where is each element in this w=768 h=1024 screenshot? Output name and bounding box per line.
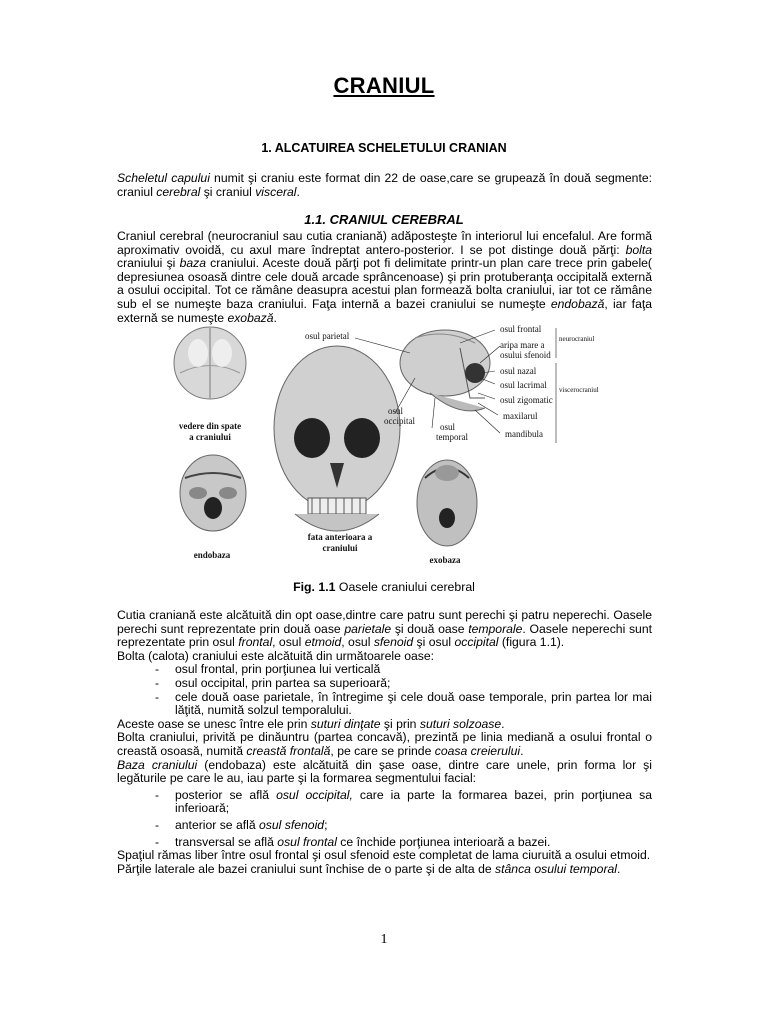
intro-term-visceral: visceral [255,184,297,199]
intro-text-3: . [296,184,300,199]
p2-term-temporale: temporale [468,621,523,636]
bc-text-3: . [520,743,524,758]
p1-term-exobaza: exobază [227,310,274,325]
caption-label: Fig. 1.1 [293,580,336,594]
skull-endobase-view [180,455,246,531]
intro-term-scheletul: Scheletul capului [117,171,210,185]
bolta-list [117,663,652,717]
baza-item-1-a: posterior se află [175,787,277,802]
skull-illustration [160,318,608,576]
paragraph-suturi [117,718,652,732]
label-osul-frontal: osul frontal [500,324,542,334]
skull-anterior-view [274,346,400,531]
p2-term-etmoid: etmoid [304,635,342,650]
p1-text-2: craniului şi [117,256,180,271]
baza-item-2-a: anterior se află [175,817,260,832]
list-item: - osul frontal, prin porţiunea lui verticală [117,663,652,677]
p2-term-parietale: parietale [344,621,392,636]
baza-item-3-a: transversal se află [175,834,278,849]
p1-term-bolta: bolta [625,242,652,257]
label-aripa-mare-1: aripa mare a [500,340,545,350]
paragraph-cutia [117,609,652,650]
partile-text-2: . [617,861,621,876]
label-osul-occipital-1: osul [388,406,404,416]
bc-text-1: Bolta craniului, privită pe dinăuntru (partea concavă), prezintă pe linia mediană a osului frontal o creastă osoasă, numită [117,730,652,758]
baza-list [117,789,652,849]
list-item: - cele două oase parietale, în întregime şi cele două oase temporale, prin partea lor mai lăţită, numită solzul temporalului. [117,691,652,718]
bolta-intro: Bolta (calota) craniului este alcătuită din următoarele oase: [117,648,435,663]
label-fata-2: craniului [322,543,358,553]
label-osul-zigomatic: osul zigomatic [500,395,553,405]
intro-term-cerebral: cerebral [156,184,201,199]
paragraph-partile [117,863,652,877]
paragraph-spatiul: Spaţiul rămas liber între osul frontal şi osul sfenoid este completat de lama ciuruită a osului etmoid. [117,848,651,863]
baza-item-1-c: care ia parte la formarea bazei, prin porţiunea sa inferioară; [175,787,652,816]
label-osul-occipital-2: occipital [384,416,415,426]
partile-term: stânca osului temporal [495,861,617,876]
paragraph-baza [117,759,652,786]
suturi-term-dintate: suturi dinţate [310,716,381,731]
label-osul-nazal: osul nazal [500,366,537,376]
list-item [117,789,652,816]
p1-text-3: craniului. Aceste două părţi pot fi delimitate printr-un plan care trece prin gabele( depresiunea osoasă dintre cele două arcade sprâncenoase) şi prin protuberanţa occipitală externă a osului occipital. Tot ce rămâne deasupra acestui plan formează bolta craniului, iar tot ce rămâne sub el se numeşte baza craniului. Faţa internă a bazei craniului se numeşte [117,256,652,311]
p1-term-baza: baza [179,256,206,271]
label-osul-temporal-2: temporal [436,432,468,442]
section-heading: 1. ALCATUIREA SCHELETULUI CRANIAN [261,141,507,155]
label-osul-lacrimal: osul lacrimal [500,380,547,390]
paragraph-craniul-cerebral [117,230,652,325]
label-mandibula: mandibula [505,429,543,439]
baza-item-1-b: osul occipital, [276,787,353,802]
p2-text-1: Cutia craniană este alcătuită din opt oase,dintre care patru sunt perechi şi patru neperechi. Oasele perechi sunt reprezentate prin două oase [117,608,652,636]
label-exobaza: exobaza [429,555,461,565]
suturi-text-3: . [501,716,505,731]
baza-item-2-c: ; [324,817,328,832]
p2-text-6: şi osul [413,635,455,650]
label-osul-temporal-1: osul [440,422,456,432]
p2-text-4: , osul [272,635,305,650]
label-maxilarul: maxilarul [503,411,538,421]
label-viscerocraniul: viscerocraniul [559,386,599,394]
baza-item-3-b: osul frontal [277,834,337,849]
page-title: CRANIUL [333,73,435,98]
baza-term: Baza craniului [117,757,198,772]
subsection-heading: 1.1. CRANIUL CEREBRAL [304,212,464,227]
skull-lateral-view [400,330,490,411]
label-endobaza: endobaza [193,550,231,560]
p1-text-5: . [273,310,277,325]
suturi-text-2: şi prin [380,716,420,731]
paragraph-bolta-concava [117,731,652,758]
p2-text-3: . Oasele neperechi sunt reprezentate prin osul [117,621,653,650]
label-vedere-2: a craniului [189,432,231,442]
p1-term-endobaza: endobază [550,296,605,311]
p2-term-occipital: occipital [454,635,499,650]
bc-text-2: , pe care se prinde [330,743,435,758]
p2-text-7: (figura 1.1). [498,635,565,650]
page-number: 1 [380,932,388,947]
baza-item-2-b: osul sfenoid [259,817,325,832]
bc-term-coasa: coasa creierului [434,743,521,758]
figure-caption [0,580,768,594]
baza-text: (endobaza) este alcătuită din şase oase, dintre care unele, prin forma lor şi legăturile pe care le au, iau parte şi la formarea segmentului facial: [117,757,652,786]
list-item [117,836,652,850]
bc-term-creasta: creastă frontală [246,743,331,758]
p1-text-1: Craniul cerebral (neurocraniul sau cutia craniană) adăposteşte în interiorul lui encefalul. Are formă aproximativ ovoidă, cu axul mare îndreptat antero-posterior. I se pot distinge două părţi: [117,229,652,257]
caption-text: Oasele craniului cerebral [335,580,475,594]
p1-text-4: , iar faţa externă se numeşte [117,296,653,325]
p2-text-5: , osul [341,635,374,650]
label-osul-parietal: osul parietal [305,331,350,341]
skull-figure [160,318,608,576]
skull-exobase-view [417,460,477,546]
p2-term-sfenoid: sfenoid [373,635,414,650]
p2-term-frontal: frontal [238,635,273,650]
intro-text-2: şi craniul [200,184,256,199]
label-vedere-1: vedere din spate [178,421,242,431]
baza-item-3-c: ce închide porţiunea interioară a bazei. [336,834,551,849]
intro-paragraph [117,172,652,199]
body-text [117,609,652,876]
partile-text-1: Părţile laterale ale bazei craniului sunt închise de o parte şi de alta de [117,861,496,876]
label-fata-1: fata anterioara a [307,532,373,542]
suturi-term-solzoase: suturi solzoase [419,716,502,731]
list-item [117,819,652,833]
suturi-text-1: Aceste oase se unesc între ele prin [117,716,311,731]
label-aripa-mare-2: osului sfenoid [500,350,551,360]
skull-posterior-view [174,327,246,399]
intro-text: numit şi craniu este format din 22 de oase,care se grupează în două segmente: craniul [117,171,652,199]
label-neurocraniul: neurocraniul [559,335,595,343]
list-item: - osul occipital, prin partea sa superioară; [117,677,652,691]
p2-text-2: şi două oase [391,621,469,636]
